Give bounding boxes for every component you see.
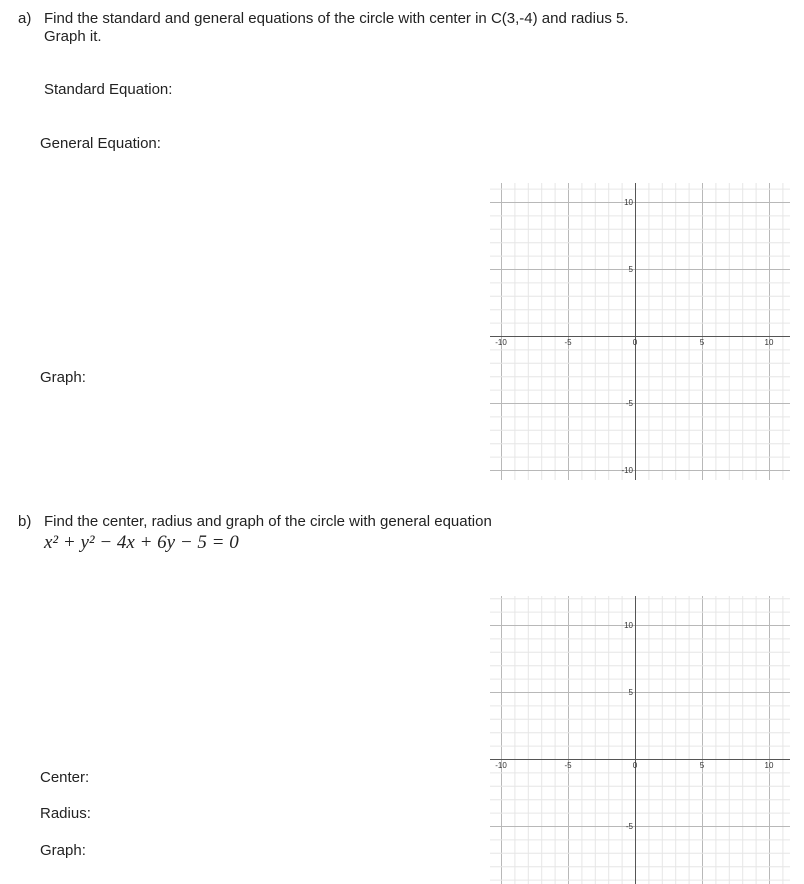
- x-tick-label: 10: [764, 761, 774, 770]
- radius-label: Radius:: [40, 805, 91, 822]
- x-tick-label: 0: [632, 338, 638, 347]
- x-tick-label: -10: [495, 761, 507, 770]
- part-a-question-line1: Find the standard and general equations of the circle with center in C(3,-4) and radius 5.: [44, 10, 629, 27]
- x-tick-label: -10: [495, 338, 507, 347]
- coordinate-grid-a[interactable]: [490, 183, 790, 480]
- y-tick-label: 5: [628, 688, 633, 697]
- x-tick-label: 10: [764, 338, 774, 347]
- part-a-graph-label: Graph:: [40, 369, 86, 386]
- center-label: Center:: [40, 769, 90, 786]
- part-b-graph-label: Graph:: [40, 842, 86, 859]
- part-b-question-line1: Find the center, radius and graph of the circle with general equation: [44, 513, 492, 530]
- part-a-label: a): [18, 10, 32, 27]
- y-tick-label: 10: [624, 198, 633, 207]
- part-a-question-line2: Graph it.: [44, 28, 102, 45]
- x-tick-label: -5: [564, 761, 572, 770]
- x-tick-label: -5: [564, 338, 572, 347]
- x-tick-label: 5: [699, 338, 705, 347]
- y-tick-label: -5: [625, 399, 633, 408]
- y-tick-label: 10: [624, 621, 633, 630]
- general-equation-expression: x² + y² − 4x + 6y − 5 = 0: [44, 532, 239, 553]
- x-tick-label: 0: [632, 761, 638, 770]
- general-equation-label: General Equation:: [40, 135, 161, 152]
- part-b-label: b): [18, 513, 32, 530]
- y-tick-label: -10: [621, 466, 633, 475]
- standard-equation-label: Standard Equation:: [44, 81, 173, 98]
- y-tick-label: -5: [625, 822, 633, 831]
- y-tick-label: 5: [628, 265, 633, 274]
- coordinate-grid-b[interactable]: [490, 596, 790, 884]
- x-tick-label: 5: [699, 761, 705, 770]
